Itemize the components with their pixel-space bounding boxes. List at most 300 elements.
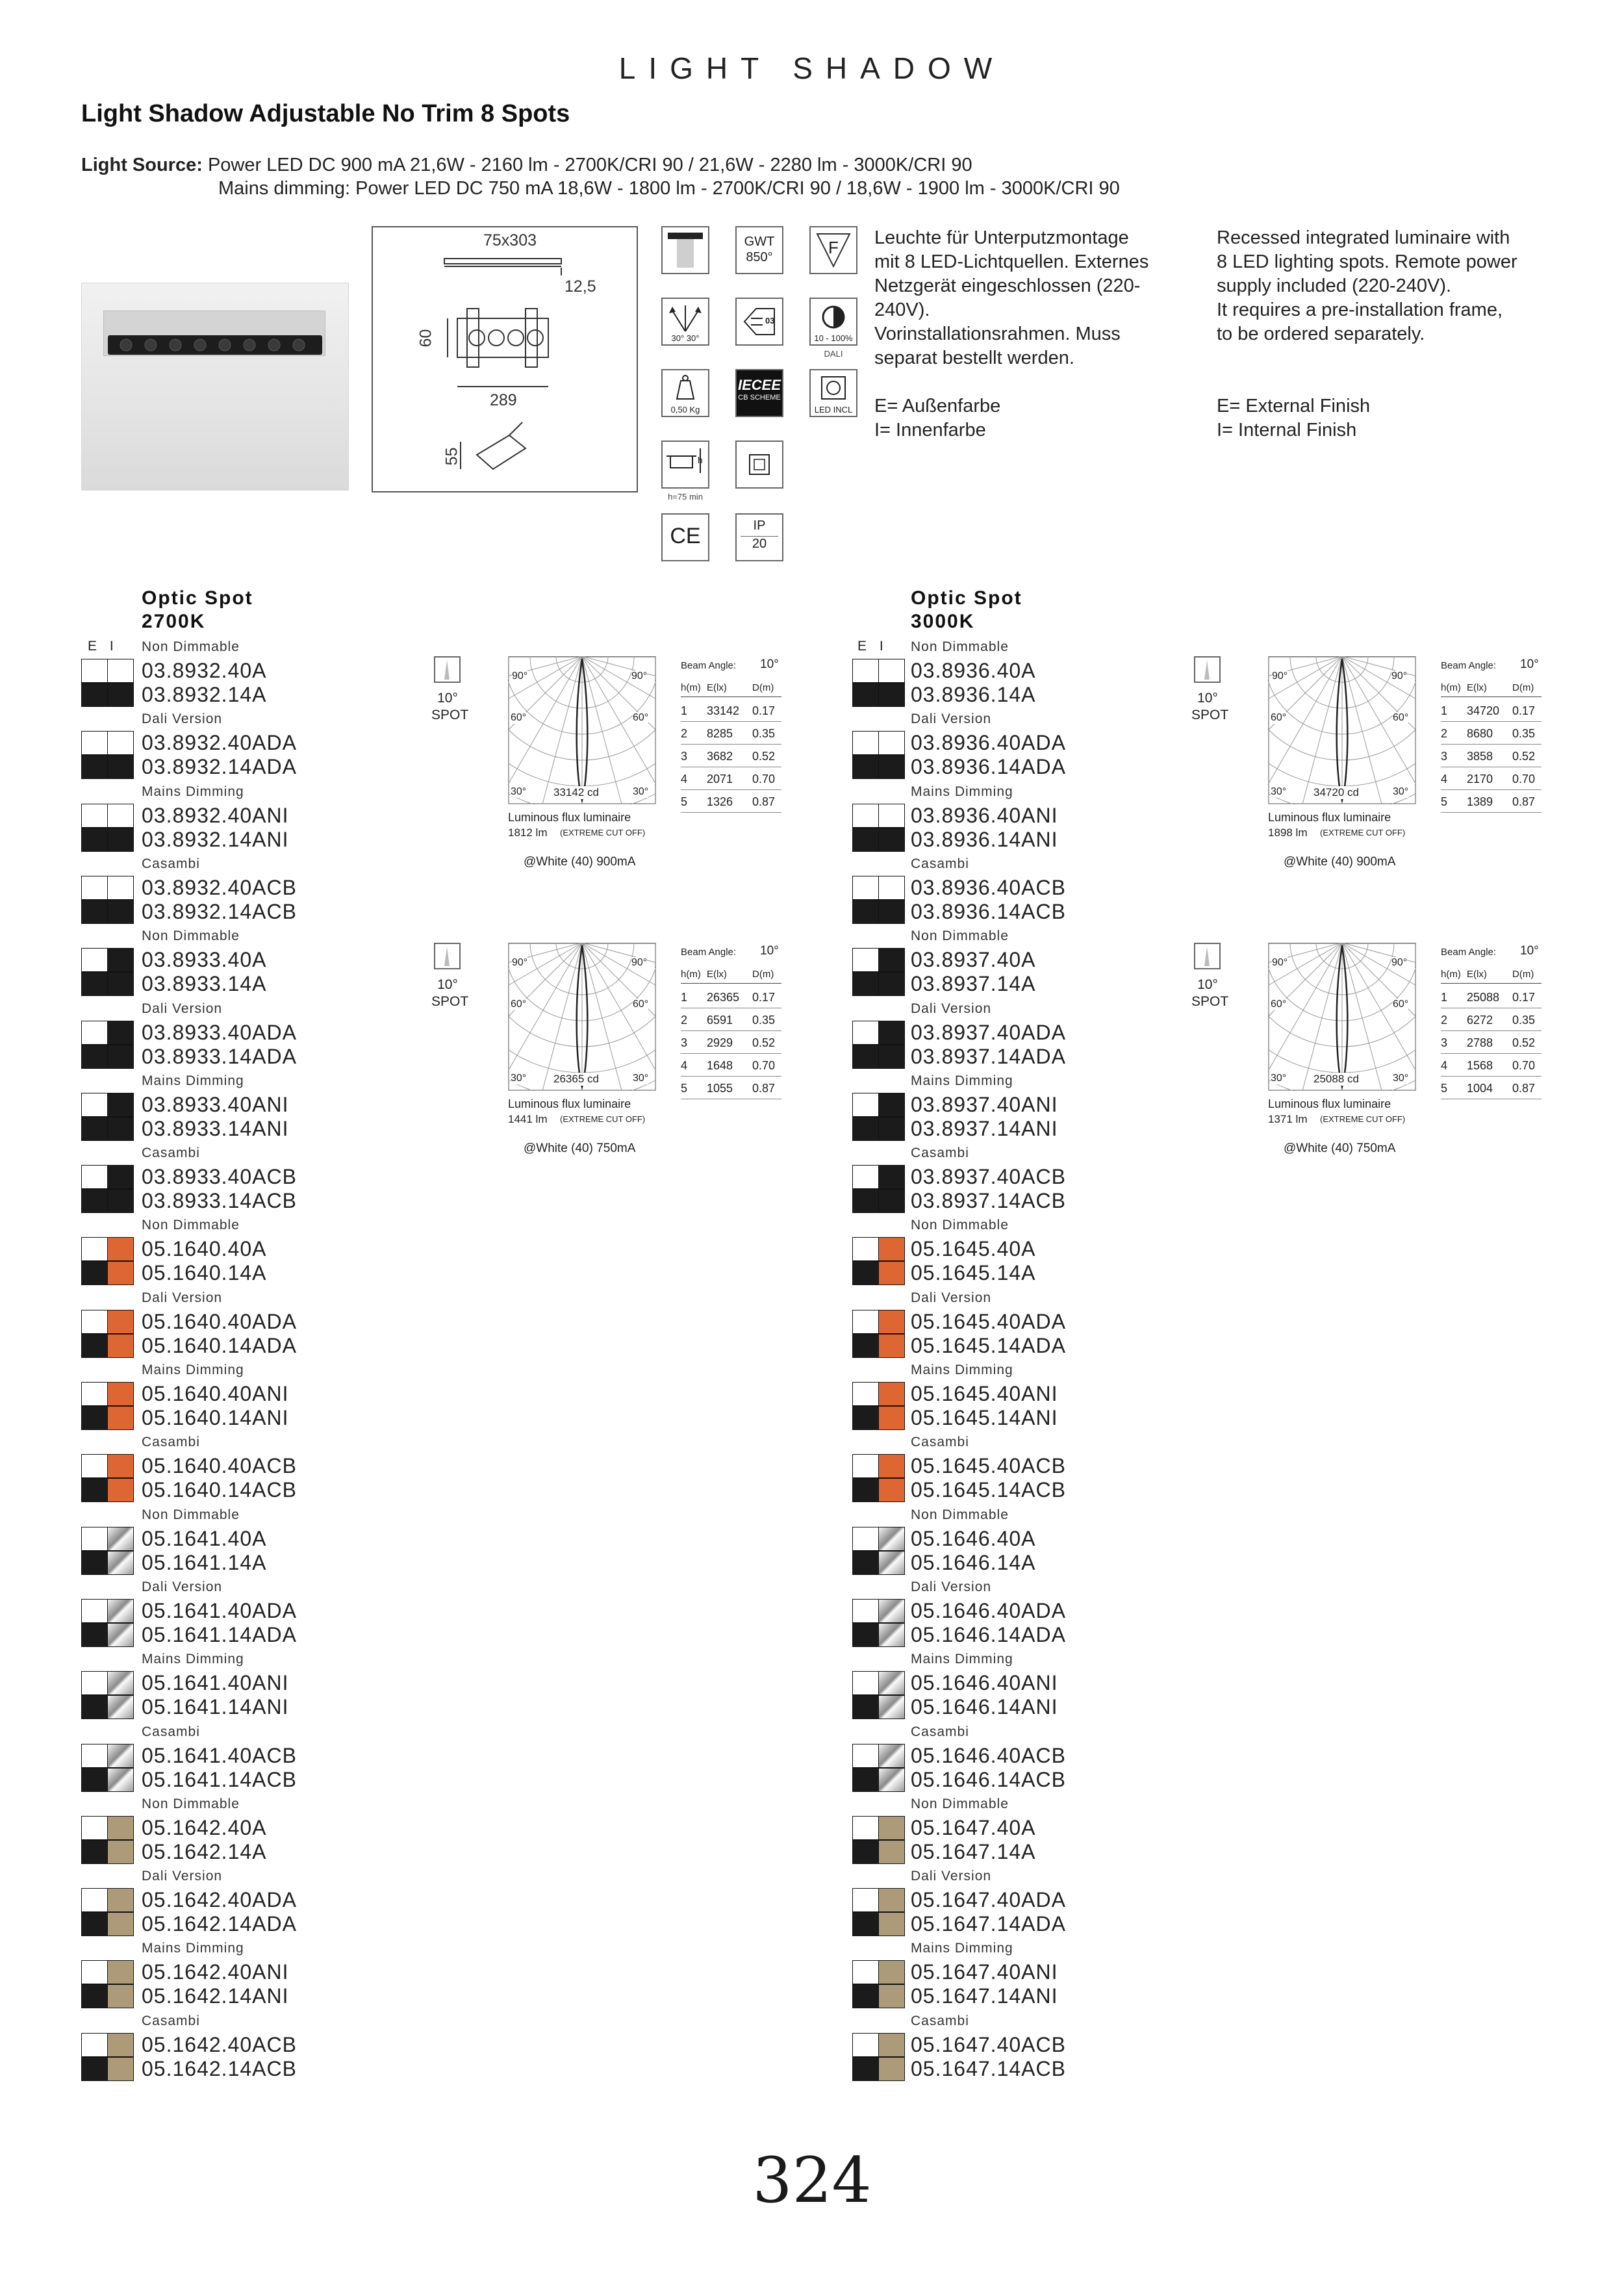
finish-swatch-internal [878, 1912, 905, 1936]
product-code: 03.8933.40ADA [142, 1020, 297, 1044]
finish-swatch-external [852, 1888, 879, 1912]
test-condition-label: @White (40) 750mA [524, 1142, 636, 1155]
table-cell: 0.87 [752, 795, 776, 808]
finish-swatch-internal [878, 731, 905, 755]
product-code: 03.8937.14ANI [911, 1116, 1058, 1140]
finish-swatch-external [852, 1551, 879, 1575]
description-english-lines [1217, 226, 1554, 346]
product-code: 03.8937.40A [911, 948, 1036, 972]
dimension-drawing-graphic [373, 227, 637, 491]
polar-angle-label: 30° [633, 786, 649, 797]
finish-swatch-internal [107, 1744, 134, 1768]
product-code: 03.8936.40ACB [911, 875, 1066, 899]
product-code: 05.1641.40ACB [142, 1743, 297, 1767]
finish-swatch-external [852, 1261, 879, 1285]
product-code: 05.1640.14ACB [142, 1478, 297, 1502]
finish-swatch-internal [878, 1551, 905, 1575]
product-code: 05.1645.14A [911, 1261, 1036, 1285]
finish-swatch-external [852, 1406, 879, 1430]
ip-rating-icon [735, 513, 783, 561]
product-code: 03.8933.14ADA [142, 1044, 297, 1068]
ei-header-right: E I [857, 639, 883, 654]
finish-swatch-internal [107, 2057, 134, 2081]
table-row-rule [1441, 1076, 1542, 1077]
de-finish-e: E= Außenfarbe [874, 396, 1001, 416]
version-label: Non Dimmable [911, 928, 1009, 944]
finish-swatch-external [852, 1599, 879, 1623]
beam-angle-label: Beam Angle: [1441, 947, 1497, 958]
table-header: h(m) [681, 969, 701, 980]
table-row-rule [1441, 744, 1542, 745]
spot-type-label: SPOT [431, 708, 469, 722]
version-label: Mains Dimming [142, 1073, 244, 1088]
page-number: 324 [752, 2144, 872, 2217]
finish-swatch-internal [107, 828, 134, 852]
en-finish-e: E= External Finish [1217, 396, 1371, 416]
polar-angle-label: 30° [1393, 1073, 1409, 1084]
version-label: Mains Dimming [142, 784, 244, 799]
table-header-rule [681, 696, 781, 697]
finish-swatch-internal [107, 659, 134, 683]
product-code: 03.8933.40ACB [142, 1165, 297, 1189]
product-title: Light Shadow Adjustable No Trim 8 Spots [81, 100, 570, 127]
finish-swatch-external [81, 1551, 108, 1575]
table-cell: 0.87 [1512, 795, 1536, 808]
finish-swatch-external [81, 1912, 108, 1936]
table-cell: 0.70 [1512, 1059, 1536, 1072]
product-code: 05.1646.14ADA [911, 1622, 1066, 1646]
finish-swatch-internal [107, 804, 134, 828]
test-condition-label: @White (40) 750mA [1284, 1142, 1396, 1155]
version-label: Non Dimmable [911, 639, 1009, 654]
dimmable-icon [809, 298, 857, 359]
finish-swatch-internal [878, 1261, 905, 1285]
finish-swatch-external [852, 1117, 879, 1141]
finish-swatch-external [81, 1021, 108, 1045]
version-label: Non Dimmable [142, 1507, 240, 1522]
table-cell: 0.17 [752, 704, 776, 717]
table-cell: 0.70 [752, 1059, 776, 1072]
product-code: 03.8936.14A [911, 683, 1036, 706]
product-code: 05.1646.14ANI [911, 1695, 1058, 1719]
polar-angle-label: 30° [511, 1073, 527, 1084]
description-german-lines [874, 226, 1199, 370]
finish-swatch-external [81, 1189, 108, 1213]
beam-angle-value: 10° [1520, 944, 1539, 958]
finish-swatch-external [81, 1261, 108, 1285]
spot-angle-label: 10° [1197, 977, 1218, 992]
product-code: 05.1641.14ANI [142, 1695, 289, 1719]
description-line: Leuchte für Unterputzmontage [874, 227, 1129, 248]
table-cell: 5 [1441, 1082, 1448, 1095]
table-cell: 5 [681, 795, 688, 808]
finish-swatch-external [852, 900, 879, 924]
finish-swatch-internal [878, 1527, 905, 1551]
version-label: Casambi [142, 2013, 200, 2028]
finish-swatch-internal [878, 1334, 905, 1358]
finish-swatch-internal [107, 1912, 134, 1936]
finish-swatch-external [81, 2057, 108, 2081]
weight-icon [661, 369, 709, 417]
version-label: Dali Version [142, 1001, 223, 1016]
ip-value: 20 [741, 536, 778, 552]
version-label: Non Dimmable [911, 1507, 1009, 1522]
polar-angle-label: 60° [1271, 999, 1287, 1010]
finish-swatch-internal [878, 1888, 905, 1912]
product-code: 05.1640.14ADA [142, 1333, 297, 1357]
table-cell: 0.17 [1512, 991, 1536, 1004]
version-label: Mains Dimming [142, 1652, 244, 1667]
finish-swatch-internal [107, 1261, 134, 1285]
product-code: 05.1641.14ADA [142, 1622, 297, 1646]
energy-label: 03 [765, 316, 775, 326]
table-cell: 1 [681, 991, 688, 1004]
version-label: Mains Dimming [911, 1941, 1013, 1956]
polar-angle-label: 90° [1272, 957, 1288, 968]
polar-angle-label: 90° [512, 671, 528, 682]
cutoff-label: (EXTREME CUT OFF) [1320, 1114, 1406, 1124]
product-code: 03.8933.40ANI [142, 1092, 289, 1116]
table-row-rule [681, 789, 781, 790]
dim-depth: 55 [442, 447, 461, 466]
version-label: Mains Dimming [142, 1941, 244, 1956]
finish-swatch-internal [878, 1093, 905, 1117]
description-line: separat bestellt werden. [874, 348, 1074, 368]
product-code: 05.1640.14A [142, 1261, 267, 1285]
version-label: Non Dimmable [142, 639, 240, 654]
finish-swatch-internal [107, 2033, 134, 2057]
led-incl-label: LED INCL [814, 405, 853, 415]
finish-swatch-internal [878, 1984, 905, 2008]
adjustable-spot-icon [661, 226, 709, 274]
version-label: Casambi [911, 2013, 969, 2028]
table-header-rule [1441, 696, 1542, 697]
ei-header-left: E I [88, 639, 114, 654]
dim-height: 60 [416, 329, 435, 348]
finish-swatch-internal [107, 1984, 134, 2008]
product-code: 03.8932.14A [142, 683, 267, 706]
finish-swatch-internal [878, 1768, 905, 1792]
description-line: 8 LED lighting spots. Remote power [1217, 251, 1517, 272]
product-code: 05.1647.40A [911, 1815, 1036, 1839]
finish-swatch-external [852, 1310, 879, 1334]
cutoff-label: (EXTREME CUT OFF) [1320, 828, 1406, 837]
finish-swatch-internal [878, 1960, 905, 1984]
table-cell: 2 [1441, 1014, 1448, 1027]
finish-swatch-external [81, 1406, 108, 1430]
finish-swatch-external [81, 1888, 108, 1912]
version-label: Non Dimmable [911, 1796, 1009, 1811]
finish-swatch-external [852, 1454, 879, 1478]
version-label: Casambi [142, 1435, 200, 1450]
finish-swatch-internal [878, 1671, 905, 1695]
table-cell: 1389 [1467, 795, 1493, 808]
spot-angle-label: 10° [1197, 691, 1218, 706]
spot-angle-label: 10° [437, 691, 458, 706]
table-cell: 0.17 [752, 991, 776, 1004]
luminous-flux-value: 1371 lm [1268, 1113, 1308, 1125]
polar-angle-label: 60° [633, 712, 649, 723]
finish-swatch-external [81, 1527, 108, 1551]
table-cell: 0.35 [1512, 1014, 1536, 1027]
table-cell: 0.35 [752, 1014, 776, 1027]
table-cell: 34720 [1467, 704, 1500, 717]
polar-angle-label: 60° [511, 999, 527, 1010]
finish-swatch-internal [107, 1382, 134, 1406]
version-label: Mains Dimming [142, 1362, 244, 1377]
polar-angle-label: 30° [1271, 786, 1287, 797]
finish-swatch-external [81, 1478, 108, 1502]
finish-swatch-external [81, 731, 108, 755]
table-row-rule [1441, 1030, 1542, 1031]
finish-swatch-external [81, 1599, 108, 1623]
table-cell: 4 [1441, 1059, 1448, 1072]
version-label: Mains Dimming [911, 1362, 1013, 1377]
table-cell: 6591 [707, 1014, 733, 1027]
version-label: Dali Version [911, 1001, 992, 1016]
polar-angle-label: 90° [512, 957, 528, 968]
version-label: Casambi [911, 1724, 969, 1739]
description-line: It requires a pre-installation frame, [1217, 300, 1503, 320]
finish-swatch-external [81, 1744, 108, 1768]
technical-drawing [372, 226, 638, 492]
product-code: 03.8932.40ANI [142, 803, 289, 827]
table-cell: 5 [1441, 795, 1448, 808]
product-code: 05.1645.40ACB [911, 1454, 1066, 1478]
gwt-label: GWT [744, 235, 775, 249]
product-code: 05.1642.40ADA [142, 1888, 297, 1912]
led-spots-graphic [108, 335, 322, 355]
dim-trim: 12,5 [565, 277, 596, 296]
finish-swatch-internal [878, 900, 905, 924]
table-cell: 0.52 [1512, 750, 1536, 763]
finish-swatch-external [852, 1237, 879, 1261]
finish-swatch-internal [107, 1093, 134, 1117]
beam-angle-label: Beam Angle: [681, 947, 737, 958]
dim-width: 289 [490, 391, 517, 409]
table-cell: 1326 [707, 795, 733, 808]
finish-swatch-external [81, 1960, 108, 1984]
luminous-flux-label: Luminous flux luminaire [1268, 811, 1391, 824]
finish-swatch-internal [878, 1599, 905, 1623]
description-line: mit 8 LED-Lichtquellen. Externes [874, 251, 1149, 272]
beam-angle-label: Beam Angle: [681, 660, 737, 671]
product-code: 05.1647.40ACB [911, 2032, 1066, 2056]
product-code: 03.8937.14ADA [911, 1044, 1066, 1068]
ce-icon [661, 513, 709, 561]
finish-swatch-external [852, 1840, 879, 1864]
version-label: Casambi [911, 856, 969, 871]
product-code: 05.1645.14ADA [911, 1333, 1066, 1357]
product-code: 05.1641.40A [142, 1526, 267, 1550]
finish-swatch-external [852, 1165, 879, 1189]
product-code: 05.1647.40ADA [911, 1888, 1066, 1912]
beam-angle-label: Beam Angle: [1441, 660, 1497, 671]
iecee-sub: CB SCHEME [738, 394, 781, 402]
tilt-icon [661, 298, 709, 346]
finish-swatch-external [852, 755, 879, 779]
product-code: 03.8932.14ACB [142, 899, 297, 923]
description-line: Recessed integrated luminaire with [1217, 227, 1510, 248]
table-cell: 4 [681, 773, 688, 786]
finish-swatch-internal [878, 1478, 905, 1502]
product-code: 03.8932.40ADA [142, 731, 297, 755]
finish-swatch-internal [107, 1478, 134, 1502]
finish-swatch-external [852, 731, 879, 755]
light-source-line-1: Power LED DC 900 mA 21,6W - 2160 lm - 2700K/CRI 90 / 21,6W - 2280 lm - 3000K/CRI 90 [207, 155, 972, 175]
version-label: Casambi [911, 1435, 969, 1450]
product-code: 03.8936.40A [911, 659, 1036, 682]
finish-swatch-internal [878, 1165, 905, 1189]
version-label: Non Dimmable [911, 1218, 1009, 1233]
weight-label: 0,50 Kg [670, 405, 700, 415]
finish-swatch-external [81, 1623, 108, 1647]
polar-angle-label: 90° [631, 671, 648, 682]
spot-type-label: SPOT [1191, 994, 1229, 1009]
finish-swatch-internal [878, 948, 905, 972]
table-cell: 0.35 [752, 727, 776, 740]
table-cell: 1 [681, 704, 688, 717]
finish-swatch-internal [107, 1406, 134, 1430]
beam-angle-value: 10° [760, 658, 779, 671]
product-code: 05.1642.14ADA [142, 1912, 297, 1936]
finish-swatch-internal [878, 755, 905, 779]
iecee-icon [735, 369, 783, 417]
finish-swatch-internal [878, 1744, 905, 1768]
finish-swatch-internal [107, 1768, 134, 1792]
column-heading-3000k-line1: Optic Spot [911, 587, 1022, 609]
polar-angle-label: 90° [1391, 671, 1408, 682]
finish-swatch-internal [878, 1189, 905, 1213]
product-code: 03.8933.14ANI [142, 1116, 289, 1140]
table-cell: 6272 [1467, 1014, 1493, 1027]
finish-swatch-external [852, 1912, 879, 1936]
finish-swatch-external [81, 1768, 108, 1792]
description-line: Netzgerät eingeschlossen (220- [874, 275, 1141, 296]
product-code: 05.1645.14ACB [911, 1478, 1066, 1502]
finish-swatch-external [852, 1960, 879, 1984]
luminous-flux-label: Luminous flux luminaire [508, 811, 631, 824]
product-code: 03.8937.40ADA [911, 1020, 1066, 1044]
finish-swatch-internal [107, 1117, 134, 1141]
finish-swatch-internal [107, 755, 134, 779]
product-code: 05.1640.40ACB [142, 1454, 297, 1478]
table-cell: 1648 [707, 1059, 733, 1072]
product-code: 05.1641.40ANI [142, 1671, 289, 1695]
beam-angle-value: 10° [1520, 658, 1539, 671]
en-finish-i: I= Internal Finish [1217, 420, 1357, 441]
brand-title: LIGHT SHADOW [618, 51, 1006, 85]
product-code: 05.1646.40ADA [911, 1598, 1066, 1622]
table-cell: 25088 [1467, 991, 1500, 1004]
product-code: 05.1647.40ANI [911, 1960, 1058, 1984]
table-header: h(m) [1441, 969, 1461, 980]
table-cell: 4 [1441, 773, 1448, 786]
column-heading-2700k-line2: 2700K [142, 611, 206, 632]
product-code: 03.8937.14A [911, 972, 1036, 996]
version-label: Dali Version [142, 711, 223, 727]
peak-intensity-label: 33142 cd [553, 786, 599, 798]
polar-angle-label: 30° [1271, 1073, 1287, 1084]
table-header: h(m) [681, 682, 701, 693]
product-code: 03.8932.14ANI [142, 827, 289, 851]
finish-swatch-external [852, 1671, 879, 1695]
table-cell: 3682 [707, 750, 733, 763]
table-row-rule [681, 812, 781, 813]
version-label: Dali Version [911, 1290, 992, 1305]
finish-swatch-external [852, 1695, 879, 1719]
product-code: 03.8937.40ACB [911, 1165, 1066, 1189]
table-cell: 0.35 [1512, 727, 1536, 740]
polar-angle-label: 60° [1271, 712, 1287, 723]
version-label: Dali Version [911, 1579, 992, 1594]
ip-label: IP [753, 518, 766, 533]
description-line: supply included (220-240V). [1217, 275, 1452, 296]
finish-swatch-external [81, 948, 108, 972]
table-cell: 1055 [707, 1082, 733, 1095]
product-code: 03.8936.40ADA [911, 731, 1066, 755]
polar-angle-label: 90° [631, 957, 648, 968]
finish-swatch-external [81, 1671, 108, 1695]
dim-top: 75x303 [483, 231, 537, 249]
energy-class-icon [735, 298, 783, 346]
peak-intensity-label: 26365 cd [553, 1073, 599, 1085]
table-cell: 2929 [707, 1036, 733, 1049]
product-code: 05.1646.14A [911, 1550, 1036, 1574]
product-code: 05.1645.40ADA [911, 1309, 1066, 1333]
product-code: 03.8932.14ADA [142, 755, 297, 779]
product-code: 03.8937.40ANI [911, 1092, 1058, 1116]
table-header: D(m) [1512, 682, 1534, 693]
product-code: 03.8937.14ACB [911, 1189, 1066, 1213]
polar-angle-label: 60° [1393, 999, 1409, 1010]
finish-swatch-external [852, 683, 879, 707]
product-code: 05.1641.14A [142, 1550, 267, 1574]
finish-swatch-external [81, 1984, 108, 2008]
polar-angle-label: 60° [511, 712, 527, 723]
table-cell: 2170 [1467, 773, 1493, 786]
finish-swatch-external [81, 755, 108, 779]
spot-angle-label: 10° [437, 977, 458, 992]
ce-label: CE [670, 524, 701, 548]
glow-wire-test-icon [735, 226, 783, 274]
version-label: Dali Version [142, 1869, 223, 1884]
table-header: D(m) [752, 682, 774, 693]
finish-swatch-external [81, 1093, 108, 1117]
iecee-label: IECEE [737, 377, 781, 393]
finish-swatch-internal [107, 1816, 134, 1840]
polar-angle-label: 90° [1391, 957, 1408, 968]
product-code: 05.1647.14ANI [911, 1984, 1058, 2008]
version-label: Casambi [142, 1145, 200, 1161]
product-code: 05.1647.14ADA [911, 1912, 1066, 1936]
finish-swatch-external [852, 2033, 879, 2057]
polar-angle-label: 60° [1393, 712, 1409, 723]
finish-swatch-external [852, 2057, 879, 2081]
table-cell: 2788 [1467, 1036, 1493, 1049]
table-header: D(m) [1512, 969, 1534, 980]
product-code: 05.1640.40ADA [142, 1309, 297, 1333]
polar-angle-label: 60° [633, 999, 649, 1010]
product-code: 05.1640.14ANI [142, 1406, 289, 1429]
finish-swatch-external [852, 1021, 879, 1045]
finish-swatch-internal [878, 828, 905, 852]
finish-swatch-external [81, 1237, 108, 1261]
finish-swatch-external [81, 1382, 108, 1406]
finish-swatch-external [81, 1045, 108, 1069]
product-code: 03.8933.14A [142, 972, 267, 996]
product-code: 05.1641.14ACB [142, 1767, 297, 1791]
